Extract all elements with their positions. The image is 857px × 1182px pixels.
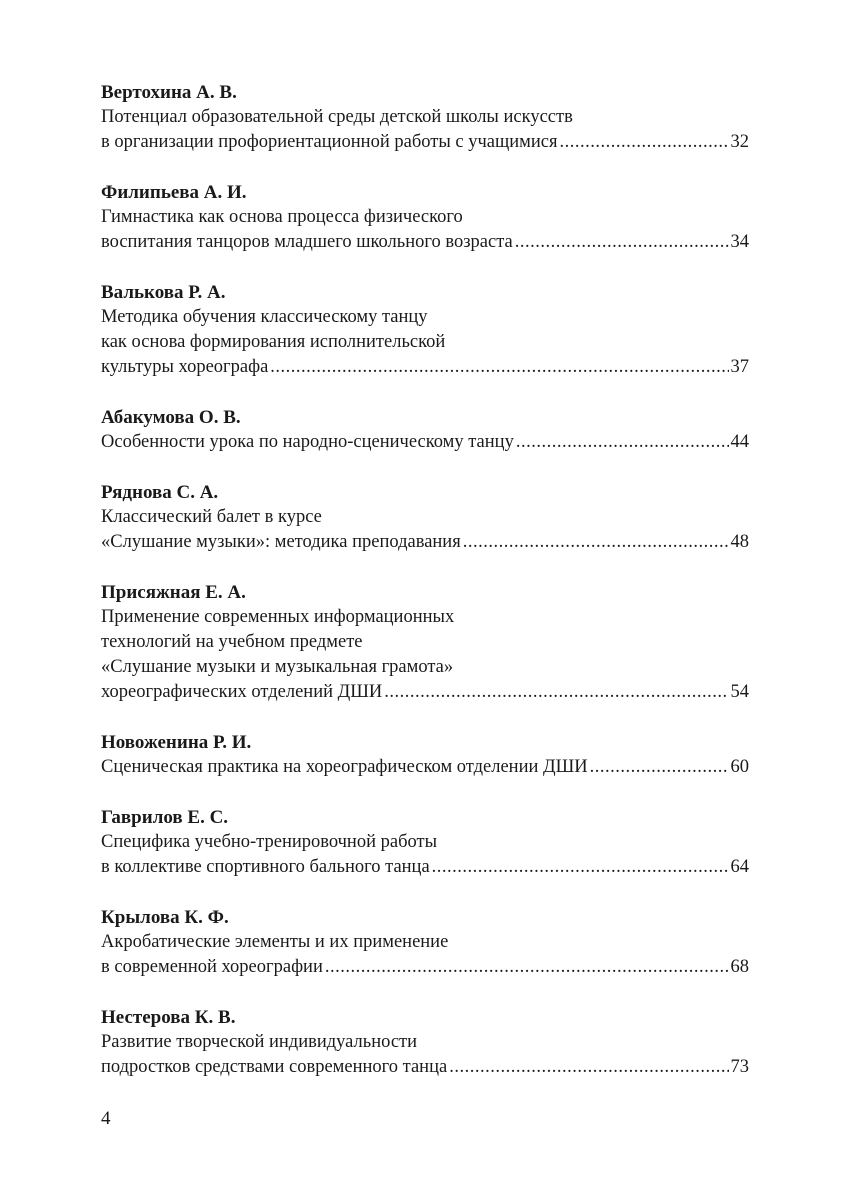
toc-entry <box>101 180 749 255</box>
entry-title-line: технологий на учебном предмете <box>101 632 363 652</box>
entry-title-line: Акробатические элементы и их применение <box>101 932 449 952</box>
dot-leader <box>270 355 728 380</box>
entry-page-number: 60 <box>730 757 749 777</box>
dot-leader <box>463 530 729 555</box>
entry-author: Филипьева А. И. <box>101 182 247 203</box>
entry-title-last-line <box>101 955 749 980</box>
dot-leader <box>590 755 729 780</box>
entry-title-text: в современной хореографии <box>101 957 323 977</box>
entry-title-text: воспитания танцоров младшего школьного возраста <box>101 232 513 252</box>
toc-entry <box>101 1005 749 1080</box>
entry-page-number: 48 <box>730 532 749 552</box>
dot-leader <box>515 230 729 255</box>
entry-author: Нестерова К. В. <box>101 1007 236 1028</box>
entry-title-text: хореографических отделений ДШИ <box>101 682 383 702</box>
page-number: 4 <box>101 1108 111 1129</box>
entry-title-line: Методика обучения классическому танцу <box>101 307 428 327</box>
entry-author: Абакумова О. В. <box>101 407 241 428</box>
entry-title-text: Сценическая практика на хореографическом отделении ДШИ <box>101 757 588 777</box>
entry-title-line: Развитие творческой индивидуальности <box>101 1032 418 1052</box>
entry-title-line: Применение современных информационных <box>101 607 455 627</box>
entry-page-number: 68 <box>730 957 749 977</box>
entry-title-last-line <box>101 355 749 380</box>
dot-leader <box>384 680 728 705</box>
toc-entry <box>101 905 749 980</box>
entry-author: Новоженина Р. И. <box>101 732 252 753</box>
entry-title-last-line <box>101 755 749 780</box>
entry-title-last-line <box>101 430 749 455</box>
entry-title-text: в коллективе спортивного бального танца <box>101 857 430 877</box>
entry-title-last-line <box>101 680 749 705</box>
entry-title-last-line <box>101 130 749 155</box>
toc-entry <box>101 80 749 155</box>
entry-page-number: 54 <box>730 682 749 702</box>
entry-author: Вертохина А. В. <box>101 82 237 103</box>
entry-page-number: 44 <box>730 432 749 452</box>
entry-title-text: Особенности урока по народно-сценическому танцу <box>101 432 514 452</box>
entry-title-text: в организации профориентационной работы с учащимися <box>101 132 558 152</box>
entry-page-number: 32 <box>730 132 749 152</box>
toc-entry <box>101 730 749 780</box>
toc-entry <box>101 805 749 880</box>
entry-author: Гаврилов Е. С. <box>101 807 229 828</box>
entry-title-line: как основа формирования исполнительской <box>101 332 446 352</box>
dot-leader <box>559 130 728 155</box>
toc-entry <box>101 580 749 705</box>
table-of-contents <box>101 80 749 1105</box>
entry-author: Присяжная Е. А. <box>101 582 246 603</box>
toc-entry <box>101 280 749 380</box>
entry-title-line: Потенциал образовательной среды детской школы искусств <box>101 107 573 127</box>
entry-page-number: 37 <box>730 357 749 377</box>
entry-author: Ряднова С. А. <box>101 482 219 503</box>
entry-title-line: «Слушание музыки и музыкальная грамота» <box>101 657 454 677</box>
entry-title-last-line <box>101 230 749 255</box>
entry-title-last-line <box>101 1055 749 1080</box>
entry-title-line: Специфика учебно-тренировочной работы <box>101 832 437 852</box>
toc-entry <box>101 405 749 455</box>
entry-page-number: 64 <box>730 857 749 877</box>
entry-author: Крылова К. Ф. <box>101 907 229 928</box>
entry-title-line: Гимнастика как основа процесса физического <box>101 207 463 227</box>
toc-entry <box>101 480 749 555</box>
entry-title-text: культуры хореографа <box>101 357 269 377</box>
entry-title-last-line <box>101 530 749 555</box>
entry-author: Валькова Р. А. <box>101 282 226 303</box>
entry-page-number: 73 <box>730 1057 749 1077</box>
entry-page-number: 34 <box>730 232 749 252</box>
dot-leader <box>516 430 729 455</box>
entry-title-line: Классический балет в курсе <box>101 507 322 527</box>
dot-leader <box>432 855 729 880</box>
entry-title-text: подростков средствами современного танца <box>101 1057 448 1077</box>
dot-leader <box>449 1055 728 1080</box>
entry-title-text: «Слушание музыки»: методика преподавания <box>101 532 461 552</box>
entry-title-last-line <box>101 855 749 880</box>
dot-leader <box>325 955 729 980</box>
